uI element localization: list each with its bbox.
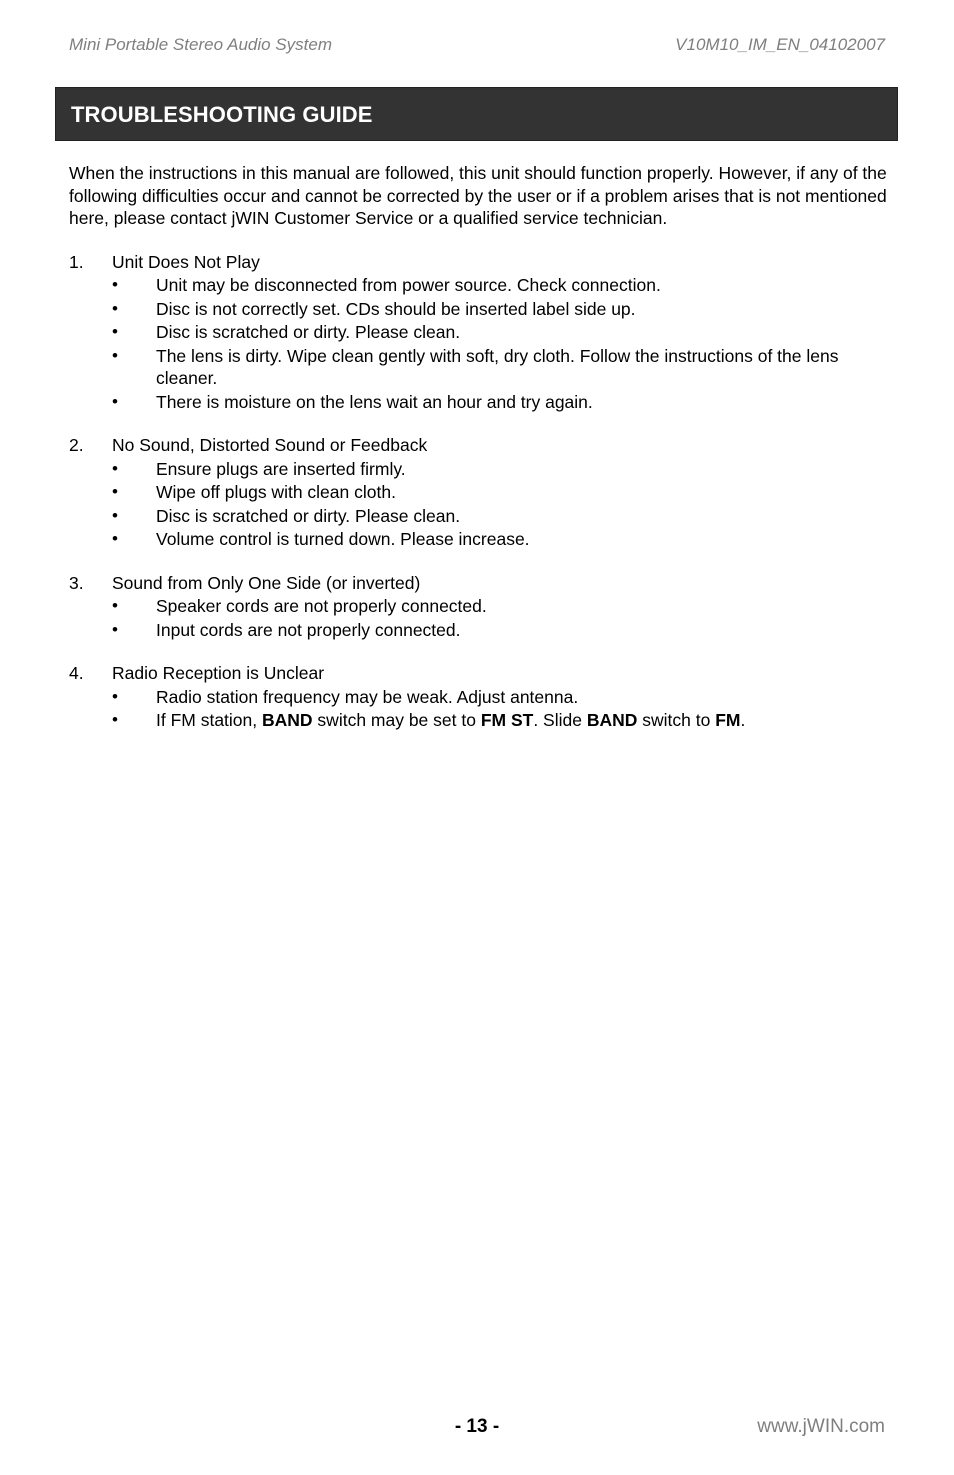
section-banner: [55, 87, 898, 141]
bullet-icon: •: [112, 275, 118, 294]
list-item: • Radio station frequency may be weak. Adjust antenna.: [112, 686, 579, 707]
fm-st-label: FM ST: [480, 710, 534, 730]
fm-label: FM: [715, 710, 741, 730]
list-item: • Disc is scratched or dirty. Please clean.: [112, 322, 461, 342]
section-heading: [69, 662, 889, 686]
section-number: 1.: [69, 251, 84, 272]
bullet-icon: •: [112, 345, 118, 365]
banner-title: TROUBLESHOOTING GUIDE: [71, 102, 373, 127]
main-content: [69, 162, 889, 753]
intro-paragraph: When the instructions in this manual are followed, this unit should function properly. However, if any of the following difficulties occur and cannot be corrected by the user or if a problem arises that is not mentioned here, please contact jWIN Customer Service or a qualified service technician.: [69, 163, 887, 228]
section-number: 3.: [69, 572, 84, 593]
bullet-icon: •: [112, 686, 118, 706]
list-item: • There is moisture on the lens wait an hour and try again.: [112, 391, 593, 412]
band-label: BAND: [262, 710, 313, 730]
bullet-icon: •: [112, 482, 118, 501]
section-title: Radio Reception is Unclear: [112, 663, 325, 683]
section-heading: [69, 572, 889, 596]
bullet-icon: •: [112, 458, 118, 478]
bullet-icon: •: [112, 322, 118, 341]
section-title: Unit Does Not Play: [112, 251, 260, 272]
band-label: BAND: [586, 710, 638, 730]
list-item: • If FM station, BAND switch may be set to FM ST. Slide BAND switch to FM.: [112, 710, 746, 730]
bullet-icon: •: [112, 596, 118, 615]
bullet-icon: •: [112, 619, 118, 639]
header-doc-code: V10M10_IM_EN_04102007: [675, 35, 885, 54]
bullet-list: [69, 274, 889, 413]
list-item: • Disc is not correctly set. CDs should be inserted label side up.: [112, 298, 636, 319]
footer-website: www.jWIN.com: [757, 1416, 885, 1437]
section-number: 4.: [69, 663, 84, 683]
page-number: - 13 -: [454, 1416, 500, 1437]
section-sound-one-side: [69, 572, 889, 642]
bullet-icon: •: [112, 710, 118, 729]
section-radio-reception: [69, 662, 889, 732]
bullet-list: [69, 686, 889, 732]
bullet-icon: •: [112, 298, 118, 318]
list-item: • Ensure plugs are inserted firmly.: [112, 458, 406, 479]
list-item: • Unit may be disconnected from power source. Check connection.: [112, 275, 661, 295]
bullet-icon: •: [112, 505, 118, 525]
list-item: • Input cords are not properly connected.: [112, 619, 461, 640]
section-heading: [69, 251, 889, 275]
header-doc-title: Mini Portable Stereo Audio System: [69, 35, 332, 54]
section-no-sound: [69, 434, 889, 551]
bullet-list: [69, 595, 889, 641]
section-number: 2.: [69, 435, 84, 455]
bullet-list: [69, 458, 889, 551]
list-item: • Wipe off plugs with clean cloth.: [112, 482, 396, 502]
bullet-icon: •: [112, 529, 118, 548]
section-heading: [69, 434, 889, 458]
list-item: • The lens is dirty. Wipe clean gently with soft, dry cloth. Follow the instructions of the lens cleaner.: [112, 345, 839, 388]
list-item: • Speaker cords are not properly connected.: [112, 596, 487, 616]
list-item: • Volume control is turned down. Please increase.: [112, 529, 530, 549]
section-unit-does-not-play: [69, 251, 889, 414]
section-title: No Sound, Distorted Sound or Feedback: [112, 435, 428, 455]
bullet-icon: •: [112, 391, 118, 411]
section-title: Sound from Only One Side (or inverted): [112, 572, 421, 593]
list-item: • Disc is scratched or dirty. Please clean.: [112, 505, 461, 526]
